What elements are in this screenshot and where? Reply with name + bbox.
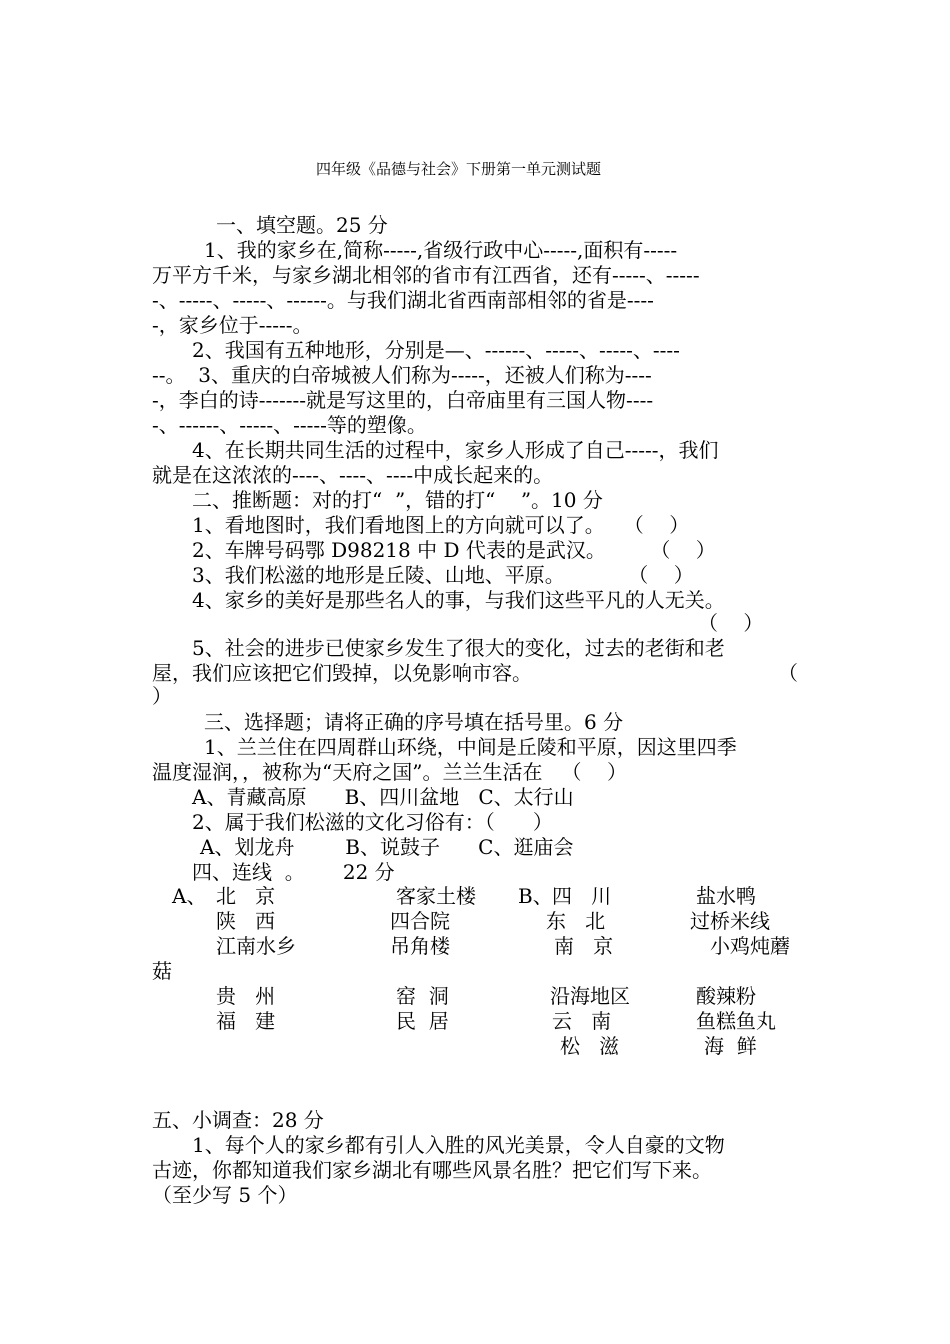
match-item: 小鸡炖蘑 [710, 934, 790, 958]
answer-bracket: （ ） [698, 611, 764, 635]
match-item: 四 川 [552, 884, 612, 908]
match-item: 客家土楼 [396, 884, 476, 908]
text-line: 1、我的家乡在,简称-----,省级行政中心-----,面积有----- [204, 238, 678, 262]
answer-bracket: （ [778, 661, 798, 685]
match-item: 吊角楼 [390, 934, 450, 958]
text-line: -，家乡位于-----。 [152, 313, 313, 337]
match-item: 云 南 [552, 1009, 612, 1033]
question-line: 1、每个人的家乡都有引人入胜的风光美景，令人自豪的文物 [192, 1133, 725, 1157]
match-item: 鱼糕鱼丸 [696, 1009, 776, 1033]
text-line: -，李白的诗-------就是写这里的，白帝庙里有三国人物---- [152, 388, 654, 412]
text-line: -、------、-----、-----等的塑像。 [152, 413, 427, 437]
match-item: 海 鲜 [704, 1034, 757, 1058]
text-line: 万平方千米，与家乡湖北相邻的省市有江西省，还有-----、----- [152, 263, 700, 287]
section-heading: 五、小调查：28 分 [152, 1108, 324, 1132]
match-item: 窑 洞 [396, 984, 449, 1008]
match-item: 盐水鸭 [696, 884, 756, 908]
question-line: 2、车牌号码鄂 D98218 中 D 代表的是武汉。 （ ） [192, 538, 716, 562]
options-line: A、青藏高原 B、四川盆地 C、太行山 [192, 785, 574, 809]
question-line: 屋，我们应该把它们毁掉，以免影响市容。 [152, 661, 532, 685]
match-item: 民 居 [396, 1009, 449, 1033]
match-item: 松 滋 [560, 1034, 620, 1058]
match-item-wrap: 菇 [152, 959, 172, 983]
match-item: 酸辣粉 [696, 984, 756, 1008]
match-item: 陕 西 [216, 909, 276, 933]
text-line: 2、我国有五种地形，分别是—、------、-----、-----、---- [192, 338, 680, 362]
question-line: 2、属于我们松滋的文化习俗有：（ ） [192, 810, 553, 834]
text-line: -、-----、-----、------。与我们湖北省西南部相邻的省是---- [152, 288, 654, 312]
text-line: 就是在这浓浓的----、----、----中成长起来的。 [152, 463, 554, 487]
section-heading: 三、选择题；请将正确的序号填在括号里。6 分 [204, 710, 624, 734]
match-item: 北 京 [216, 884, 276, 908]
page-title: 四年级《品德与社会》下册第一单元测试题 [316, 160, 602, 178]
match-item: 沿海地区 [550, 984, 630, 1008]
question-line: （至少写 5 个） [152, 1183, 298, 1207]
match-item: 南 京 [554, 934, 614, 958]
section-heading: 一、填空题。25 分 [216, 213, 388, 237]
group-b-label: B、 [518, 884, 553, 908]
question-line: 温度湿润，，被称为“天府之国”。兰兰生活在 （ ） [152, 760, 627, 784]
section-heading: 四、连线 。 22 分 [192, 860, 395, 884]
text-line: --。 3、重庆的白帝城被人们称为-----，还被人们称为---- [152, 363, 652, 387]
question-line: 1、看地图时，我们看地图上的方向就可以了。 （ ） [192, 513, 690, 537]
question-line: 古迹，你都知道我们家乡湖北有哪些风景名胜？把它们写下来。 [152, 1158, 712, 1182]
match-item: 福 建 [216, 1009, 276, 1033]
question-line: 3、我们松滋的地形是丘陵、山地、平原。 （ ） [192, 563, 694, 587]
text-line: 4、在长期共同生活的过程中，家乡人形成了自己-----，我们 [192, 438, 719, 462]
group-a-label: A、 [172, 884, 207, 908]
question-line: 1、兰兰住在四周群山环绕，中间是丘陵和平原，因这里四季 [204, 735, 737, 759]
section-heading: 二、推断题：对的打“ ”，错的打“ ”。10 分 [192, 488, 603, 512]
match-item: 江南水乡 [216, 934, 296, 958]
answer-bracket: ） [152, 684, 172, 708]
question-line: 4、家乡的美好是那些名人的事，与我们这些平凡的人无关。 [192, 588, 725, 612]
question-line: 5、社会的进步已使家乡发生了很大的变化，过去的老街和老 [192, 636, 725, 660]
match-item: 贵 州 [216, 984, 276, 1008]
match-item: 东 北 [546, 909, 606, 933]
match-item: 过桥米线 [690, 909, 770, 933]
options-line: A、划龙舟 B、说鼓子 C、逛庙会 [200, 835, 574, 859]
match-item: 四合院 [390, 909, 450, 933]
